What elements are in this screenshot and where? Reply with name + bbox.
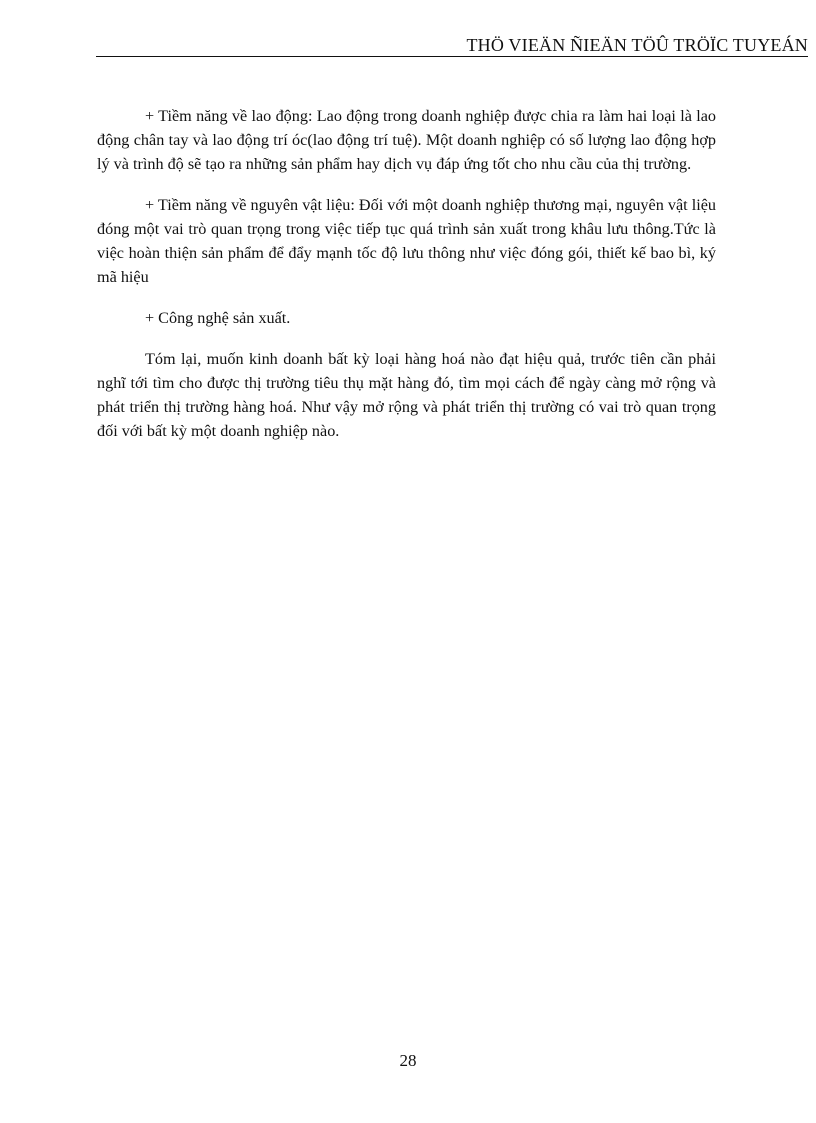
paragraph-material-potential: + Tiềm năng về nguyên vật liệu: Đối với một doanh nghiệp thương mại, nguyên vật liệu đóng một vai trò quan trọng trong việc tiếp tục quá trình sản xuất trong khâu lưu thông.Tức là việc hoàn thiện sản phẩm để đẩy mạnh tốc độ lưu thông như việc đóng gói, thiết kế bao bì, ký mã hiệu: [97, 196, 716, 286]
paragraph-labor-potential: + Tiềm năng về lao động: Lao động trong doanh nghiệp được chia ra làm hai loại là lao động chân tay và lao động trí óc(lao động trí tuệ). Một doanh nghiệp có số lượng lao động hợp lý và trình độ sẽ tạo ra những sản phẩm hay dịch vụ đáp ứng tốt cho nhu cầu của thị trường.: [97, 107, 716, 173]
page-number: 28: [399, 1051, 417, 1070]
header-title: THÖ VIEÄN ÑIEÄN TÖÛ TRÖÏC TUYEÁN: [466, 35, 808, 55]
paragraph-summary: Tóm lại, muốn kinh doanh bất kỳ loại hàng hoá nào đạt hiệu quả, trước tiên cần phải nghĩ tới tìm cho được thị trường tiêu thụ mặt hàng đó, tìm mọi cách để ngày càng mở rộng và phát triển thị trường hàng hoá. Như vậy mở rộng và phát triển thị trường có vai trò quan trọng đối với bất kỳ một doanh nghiệp nào.: [97, 350, 716, 440]
paragraph-production-technology: + Công nghệ sản xuất.: [145, 309, 291, 327]
document-body: [97, 104, 716, 460]
page-header: [96, 34, 808, 57]
